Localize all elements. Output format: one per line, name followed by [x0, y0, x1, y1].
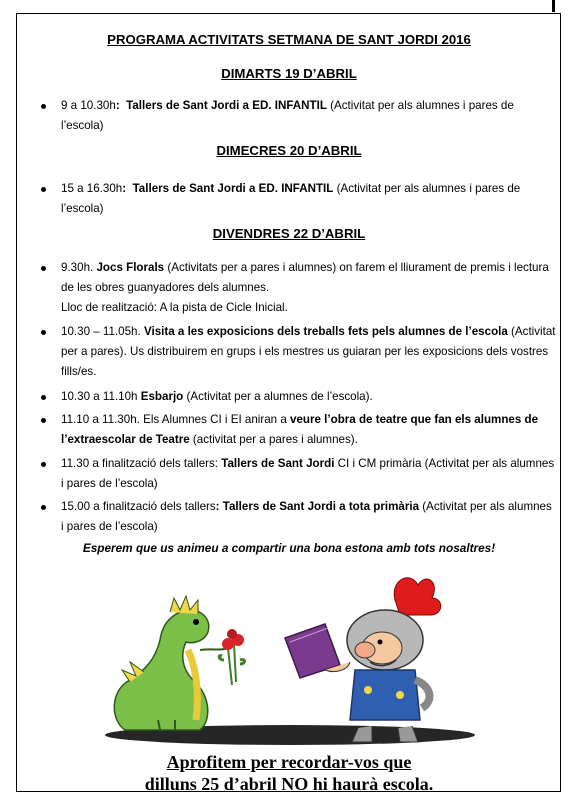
footer-notice-line2: dilluns 25 d’abril NO hi haurà escola.: [144, 774, 434, 794]
dragon-icon: [114, 596, 230, 730]
knight-icon: [347, 578, 441, 742]
roses-icon: [219, 629, 244, 685]
sant-jordi-illustration: [100, 570, 480, 745]
corner-mark: [552, 0, 555, 12]
day-heading-tuesday: DIMARTS 19 D’ABRIL: [221, 66, 357, 81]
page-title: PROGRAMA ACTIVITATS SETMANA DE SANT JORDI 2016: [107, 32, 471, 47]
day-heading-wednesday: DIMECRES 20 D’ABRIL: [216, 143, 362, 158]
footer-notice-line1: Aprofitem per recordar-vos que: [166, 752, 412, 772]
day-heading-friday: DIVENDRES 22 D’ABRIL: [212, 226, 366, 241]
closing-message: Esperem que us animeu a compartir una bona estona amb tots nosaltres!: [82, 541, 496, 555]
book-icon: [285, 624, 350, 678]
